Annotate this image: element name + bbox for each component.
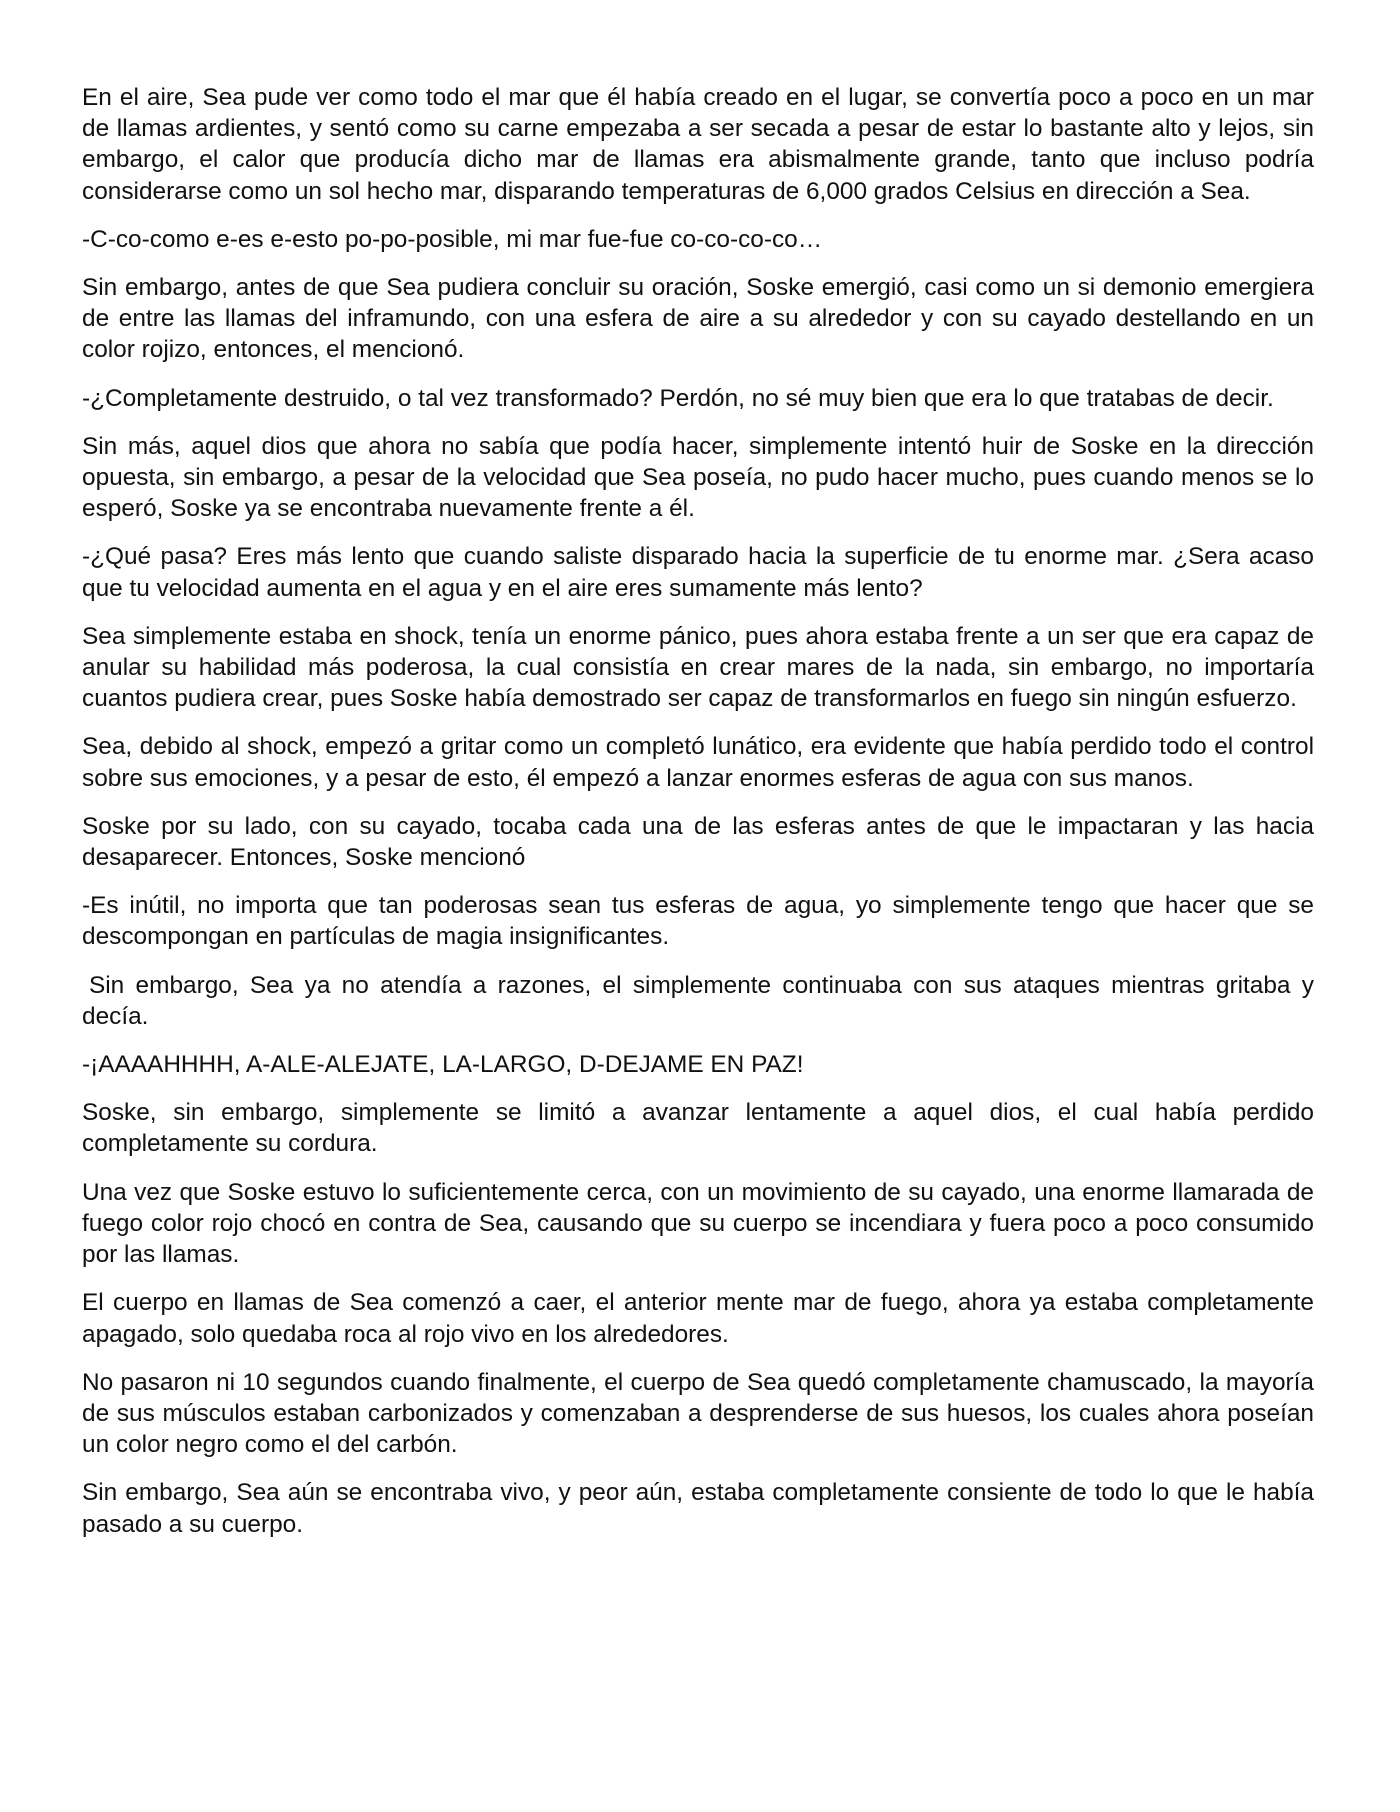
paragraph: Soske, sin embargo, simplemente se limitó a avanzar lentamente a aquel dios, el cual había perdido completamente su cordura. [82, 1099, 1314, 1158]
dialogue-line: -C-co-como e-es e-esto po-po-posible, mi mar fue-fue co-co-co-co… [82, 225, 823, 253]
paragraph: En el aire, Sea pude ver como todo el mar que él había creado en el lugar, se convertía poco a poco en un mar de llamas ardientes, y sentó como su carne empezaba a ser secada a pesar de estar lo bastante alto y lejos, sin embargo, el calor que producía dicho mar de llamas era abismalmente grande, tanto que incluso podría considerarse como un sol hecho mar, disparando temperaturas de 6,000 grados Celsius en dirección a Sea. [82, 84, 1314, 205]
paragraph: Sea, debido al shock, empezó a gritar como un completó lunático, era evidente que había perdido todo el control sobre sus emociones, y a pesar de esto, él empezó a lanzar enormes esferas de agua con sus manos. [82, 733, 1314, 792]
paragraph: El cuerpo en llamas de Sea comenzó a caer, el anterior mente mar de fuego, ahora ya estaba completamente apagado, solo quedaba roca al rojo vivo en los alrededores. [82, 1289, 1314, 1348]
document-page [82, 82, 1314, 1557]
paragraph: Sea simplemente estaba en shock, tenía un enorme pánico, pues ahora estaba frente a un ser que era capaz de anular su habilidad más poderosa, la cual consistía en crear mares de la nada, sin embargo, no importaría cuantos pudiera crear, pues Soske había demostrado ser capaz de transformarlos en fuego sin ningún esfuerzo. [82, 622, 1314, 713]
dialogue-line: -¡AAAAHHHH, A-ALE-ALEJATE, LA-LARGO, D-DEJAME EN PAZ! [82, 1051, 804, 1079]
paragraph: Sin embargo, Sea aún se encontraba vivo, y peor aún, estaba completamente consiente de todo lo que le había pasado a su cuerpo. [82, 1479, 1314, 1538]
paragraph: Soske por su lado, con su cayado, tocaba cada una de las esferas antes de que le impactaran y las hacia desaparecer. Entonces, Soske mencionó [82, 812, 1314, 872]
dialogue-line: -Es inútil, no importa que tan poderosas sean tus esferas de agua, yo simplemente tengo que hacer que se descompongan en partículas de magia insignificantes. [82, 892, 1314, 951]
paragraph: No pasaron ni 10 segundos cuando finalmente, el cuerpo de Sea quedó completamente chamuscado, la mayoría de sus músculos estaban carbonizados y comenzaban a desprenderse de sus huesos, los cuales ahora poseían un color negro como el del carbón. [82, 1368, 1314, 1459]
paragraph: Sin embargo, Sea ya no atendía a razones, el simplemente continuaba con sus ataques mientras gritaba y decía. [82, 971, 1314, 1030]
paragraph: Sin más, aquel dios que ahora no sabía que podía hacer, simplemente intentó huir de Soske en la dirección opuesta, sin embargo, a pesar de la velocidad que Sea poseía, no pudo hacer mucho, pues cuando menos se lo esperó, Soske ya se encontraba nuevamente frente a él. [82, 432, 1314, 523]
dialogue-line: -¿Qué pasa? Eres más lento que cuando saliste disparado hacia la superficie de tu enorme mar. ¿Sera acaso que tu velocidad aumenta en el agua y en el aire eres sumamente más lento? [82, 543, 1314, 602]
paragraph: Una vez que Soske estuvo lo suficientemente cerca, con un movimiento de su cayado, una enorme llamarada de fuego color rojo chocó en contra de Sea, causando que su cuerpo se incendiara y fuera poco a poco consumido por las llamas. [82, 1178, 1314, 1269]
paragraph: Sin embargo, antes de que Sea pudiera concluir su oración, Soske emergió, casi como un si demonio emergiera de entre las llamas del inframundo, con una esfera de aire a su alrededor y con su cayado destellando en un color rojizo, entonces, el mencionó. [82, 274, 1314, 364]
dialogue-line: -¿Completamente destruido, o tal vez transformado? Perdón, no sé muy bien que era lo que tratabas de decir. [82, 384, 1274, 412]
